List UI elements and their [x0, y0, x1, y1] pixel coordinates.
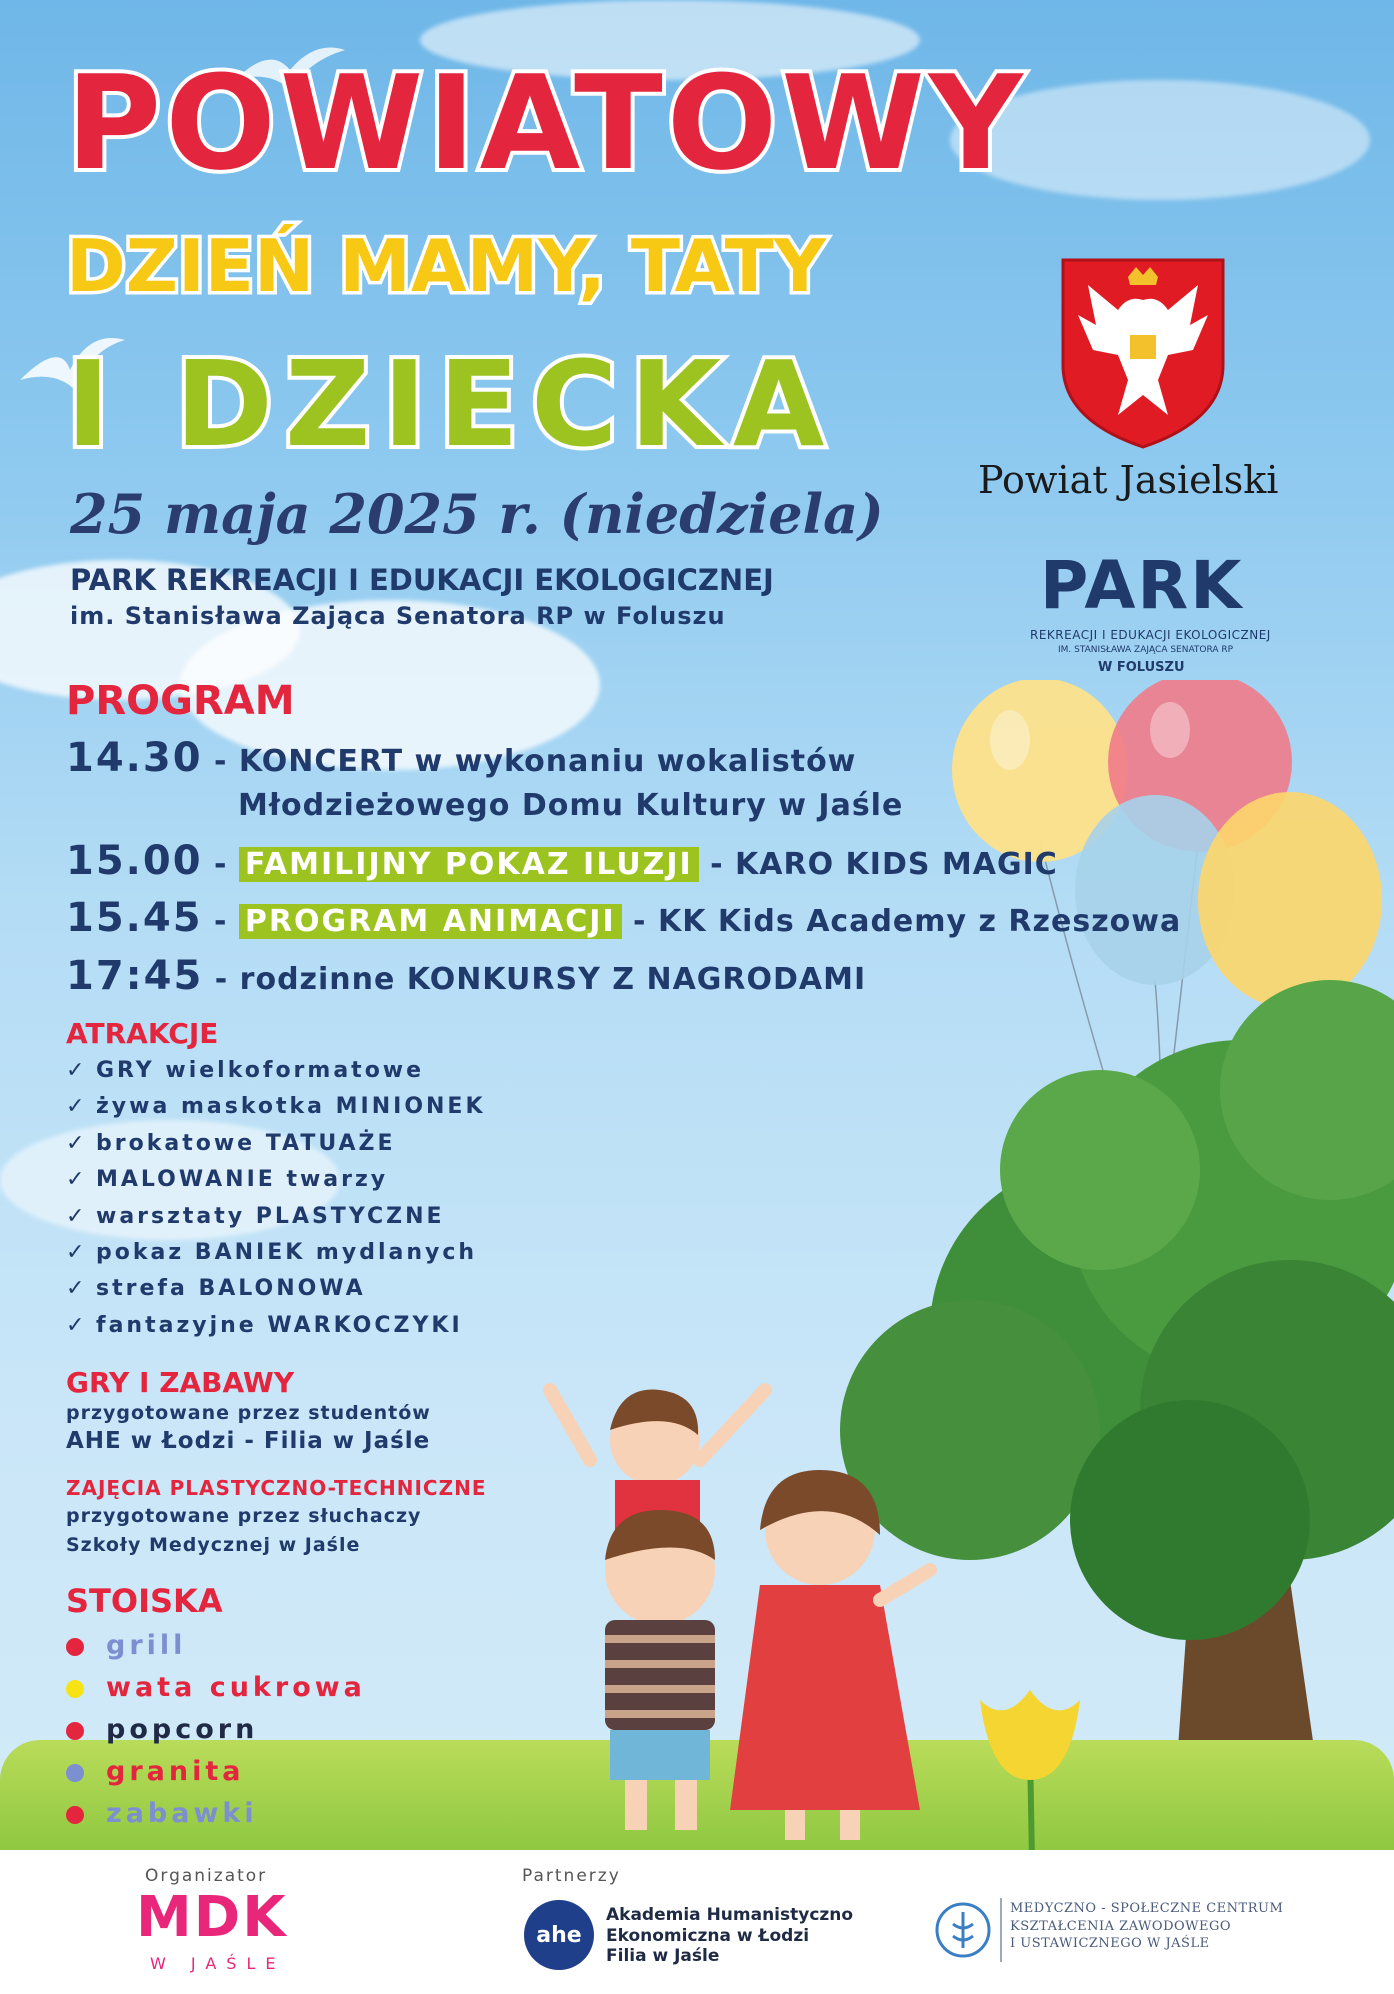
- check-icon: ✓: [66, 1312, 88, 1338]
- title-dzien-mamy-taty: DZIEŃ MAMY, TATY: [66, 224, 826, 308]
- check-icon: ✓: [66, 1130, 88, 1156]
- program-highlight: FAMILIJNY POKAZ ILUZJI: [239, 847, 699, 882]
- mdk-logo-sub: W JAŚLE: [150, 1954, 286, 1973]
- program-text: KONCERT w wykonaniu wokalistów: [238, 744, 857, 779]
- workshops-line-1: przygotowane przez słuchaczy: [66, 1505, 422, 1527]
- footer-divider: [1000, 1898, 1002, 1962]
- program-text: - KARO KIDS MAGIC: [698, 847, 1058, 882]
- program-time: 17:45: [66, 953, 204, 999]
- ahe-logo-icon: ahe: [524, 1900, 594, 1970]
- attraction-item: [66, 1058, 486, 1094]
- stand-label: grill: [106, 1630, 187, 1661]
- title-powiatowy: POWIATOWY: [66, 47, 1027, 199]
- check-icon: ✓: [66, 1094, 88, 1120]
- program-separator: -: [202, 847, 239, 882]
- stand-label: wata cukrowa: [106, 1672, 366, 1703]
- bullet-dot-icon: [66, 1806, 84, 1824]
- program-separator: -: [203, 962, 240, 997]
- powiat-crest-icon: [1058, 255, 1228, 450]
- stand-item: [66, 1756, 366, 1798]
- bullet-dot-icon: [66, 1680, 84, 1698]
- program-row-continuation: [238, 788, 903, 823]
- check-icon: ✓: [66, 1167, 88, 1193]
- medical-center-name: [1010, 1900, 1283, 1953]
- check-icon: ✓: [66, 1276, 88, 1302]
- program-text: rodzinne KONKURSY Z NAGRODAMI: [239, 962, 867, 997]
- program-highlight: PROGRAM ANIMACJI: [239, 904, 622, 939]
- stand-item: [66, 1630, 366, 1672]
- med-line-1: MEDYCZNO - SPOŁECZNE CENTRUM: [1010, 1901, 1284, 1916]
- attraction-label: MALOWANIE twarzy: [96, 1167, 389, 1193]
- attraction-label: strefa BALONOWA: [96, 1276, 366, 1302]
- stand-label: popcorn: [106, 1714, 259, 1745]
- check-icon: ✓: [66, 1058, 88, 1083]
- stand-item: [66, 1714, 366, 1756]
- attraction-label: GRY wielkoformatowe: [96, 1058, 425, 1083]
- program-heading: PROGRAM: [66, 678, 295, 724]
- med-line-3: I USTAWICZNEGO W JAŚLE: [1010, 1936, 1210, 1952]
- park-logo-title: PARK: [1040, 547, 1244, 624]
- program-separator: -: [202, 744, 239, 779]
- tulip-icon: [960, 1670, 1100, 1860]
- program-text: - KK Kids Academy z Rzeszowa: [621, 904, 1182, 939]
- workshops-line-2: Szkoły Medycznej w Jaśle: [66, 1534, 361, 1556]
- program-row: [66, 953, 866, 999]
- games-line-2: AHE w Łodzi - Filia w Jaśle: [66, 1428, 431, 1454]
- attractions-heading: ATRAKCJE: [66, 1017, 219, 1050]
- program-time: 15.45: [66, 895, 203, 941]
- games-heading: GRY I ZABAWY: [66, 1366, 295, 1399]
- event-date: 25 maja 2025 r. (niedziela): [70, 482, 884, 546]
- ahe-line-3: Filia w Jaśle: [606, 1946, 720, 1967]
- stands-list: [66, 1630, 366, 1840]
- bullet-dot-icon: [66, 1764, 84, 1782]
- program-text: Młodzieżowego Domu Kultury w Jaśle: [238, 788, 904, 823]
- workshops-heading: ZAJĘCIA PLASTYCZNO-TECHNICZNE: [66, 1476, 487, 1500]
- footer: [0, 1850, 1394, 1994]
- organizer-label: Organizator: [145, 1866, 268, 1886]
- powiat-name: Powiat Jasielski: [978, 458, 1279, 502]
- bullet-dot-icon: [66, 1638, 84, 1656]
- program-row: [66, 735, 856, 781]
- attraction-label: pokaz BANIEK mydlanych: [96, 1239, 478, 1265]
- mdk-logo: MDK: [136, 1885, 288, 1950]
- stand-item: [66, 1672, 366, 1714]
- attraction-label: brokatowe TATUAŻE: [96, 1130, 396, 1156]
- games-line-1: przygotowane przez studentów: [66, 1402, 431, 1424]
- stand-item: [66, 1798, 366, 1840]
- attraction-label: warsztaty PLASTYCZNE: [96, 1203, 445, 1229]
- ahe-line-1: Akademia Humanistyczno: [606, 1905, 854, 1925]
- park-logo-line1: REKREACJI I EDUKACJI EKOLOGICZNEJ: [1030, 628, 1271, 642]
- attraction-item: [66, 1131, 486, 1167]
- ahe-line-2: Ekonomiczna w Łodzi: [606, 1925, 810, 1946]
- check-icon: ✓: [66, 1203, 88, 1229]
- attraction-item: [66, 1313, 486, 1349]
- venue-line-2: im. Stanisława Zająca Senatora RP w Foluszu: [70, 602, 726, 630]
- stand-label: granita: [106, 1756, 245, 1787]
- stand-label: zabawki: [106, 1798, 258, 1829]
- program-row: [66, 838, 1058, 884]
- bullet-dot-icon: [66, 1722, 84, 1740]
- park-logo-line3: W FOLUSZU: [1098, 660, 1185, 675]
- attraction-item: [66, 1204, 486, 1240]
- park-logo-line2: IM. STANISŁAWA ZAJĄCA SENATORA RP: [1058, 645, 1234, 655]
- program-row: [66, 895, 1181, 941]
- attraction-label: żywa maskotka MINIONEK: [96, 1094, 486, 1120]
- venue-line-1: PARK REKREACJI I EDUKACJI EKOLOGICZNEJ: [70, 563, 774, 597]
- program-separator: -: [202, 904, 239, 939]
- stands-heading: STOISKA: [66, 1582, 223, 1620]
- attraction-item: [66, 1094, 486, 1130]
- title-i-dziecka: I DZIECKA: [66, 335, 837, 473]
- attraction-item: [66, 1240, 486, 1276]
- attraction-label: fantazyjne WARKOCZYKI: [96, 1312, 463, 1338]
- medical-center-logo-icon: [935, 1902, 991, 1958]
- check-icon: ✓: [66, 1239, 88, 1265]
- partners-label: Partnerzy: [522, 1866, 621, 1886]
- med-line-2: KSZTAŁCENIA ZAWODOWEGO: [1010, 1918, 1232, 1934]
- ahe-name: [606, 1905, 853, 1967]
- program-time: 15.00: [66, 838, 203, 884]
- attraction-item: [66, 1167, 486, 1203]
- program-time: 14.30: [66, 735, 203, 781]
- attractions-list: [66, 1058, 486, 1349]
- attraction-item: [66, 1276, 486, 1312]
- family-illustration: [530, 1370, 950, 1850]
